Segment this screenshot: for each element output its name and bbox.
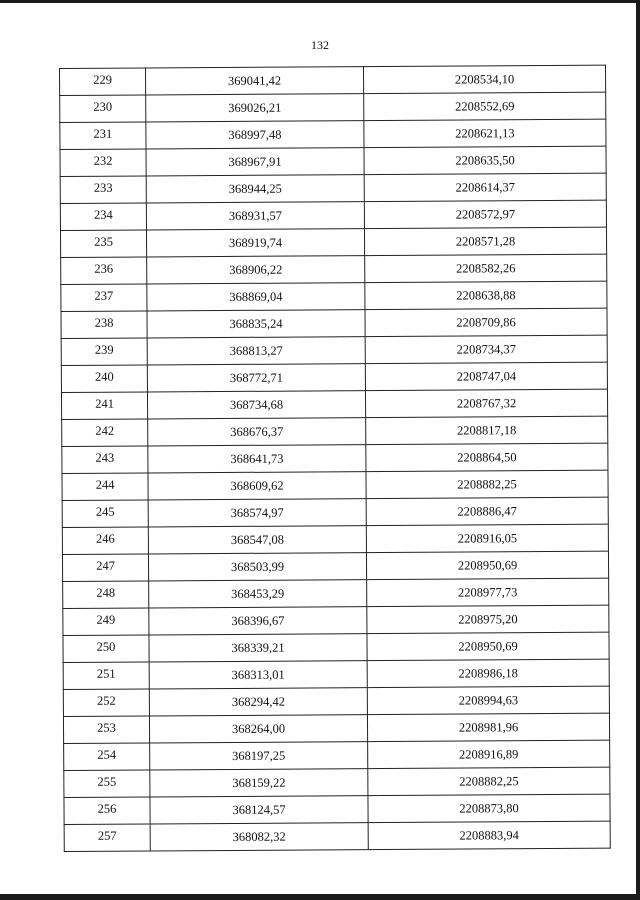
x-coordinate-cell: 368574,97 — [148, 499, 366, 527]
x-coordinate-cell: 368547,08 — [148, 526, 366, 554]
x-coordinate-cell: 368396,67 — [149, 607, 367, 635]
point-number-cell: 232 — [60, 149, 146, 177]
x-coordinate-cell: 368197,25 — [150, 742, 368, 770]
table-row — [62, 416, 608, 446]
y-coordinate-cell: 2208886,47 — [366, 497, 608, 525]
x-coordinate-cell: 368264,00 — [149, 715, 367, 743]
table-row — [61, 362, 607, 392]
point-number-cell: 254 — [64, 743, 150, 771]
point-number-cell: 233 — [60, 176, 146, 204]
point-number-cell: 257 — [64, 824, 150, 852]
x-coordinate-cell: 369026,21 — [146, 94, 364, 122]
point-number-cell: 246 — [62, 527, 148, 555]
point-number-cell: 231 — [60, 122, 146, 150]
point-number-cell: 247 — [62, 554, 148, 582]
table-row — [60, 200, 606, 230]
point-number-cell: 240 — [61, 365, 147, 393]
x-coordinate-cell: 368931,57 — [146, 202, 364, 230]
table-row — [60, 119, 606, 149]
point-number-cell: 245 — [62, 500, 148, 528]
y-coordinate-cell: 2208864,50 — [366, 443, 608, 471]
table-row — [63, 686, 609, 716]
x-coordinate-cell: 368124,57 — [150, 796, 368, 824]
y-coordinate-cell: 2208635,50 — [364, 146, 606, 174]
x-coordinate-cell: 368734,68 — [147, 391, 365, 419]
coordinates-table — [59, 65, 611, 852]
point-number-cell: 242 — [62, 419, 148, 447]
scan-edge-bottom — [0, 894, 640, 900]
y-coordinate-cell: 2208986,18 — [367, 659, 609, 687]
y-coordinate-cell: 2208709,86 — [365, 308, 607, 336]
point-number-cell: 243 — [62, 446, 148, 474]
y-coordinate-cell: 2208883,94 — [368, 821, 610, 849]
table-row — [64, 767, 610, 797]
y-coordinate-cell: 2208975,20 — [367, 605, 609, 633]
x-coordinate-cell: 368997,48 — [146, 121, 364, 149]
point-number-cell: 251 — [63, 662, 149, 690]
page-number: 132 — [311, 38, 329, 52]
y-coordinate-cell: 2208916,89 — [368, 740, 610, 768]
point-number-cell: 238 — [61, 311, 147, 339]
x-coordinate-cell: 368294,42 — [149, 688, 367, 716]
y-coordinate-cell: 2208571,28 — [364, 227, 606, 255]
x-coordinate-cell: 368339,21 — [149, 634, 367, 662]
table-row — [62, 443, 608, 473]
x-coordinate-cell: 368641,73 — [148, 445, 366, 473]
y-coordinate-cell: 2208638,88 — [365, 281, 607, 309]
scan-edge-right — [636, 0, 640, 900]
y-coordinate-cell: 2208621,13 — [364, 119, 606, 147]
y-coordinate-cell: 2208950,69 — [366, 551, 608, 579]
y-coordinate-cell: 2208817,18 — [366, 416, 608, 444]
x-coordinate-cell: 368676,37 — [148, 418, 366, 446]
x-coordinate-cell: 368967,91 — [146, 148, 364, 176]
y-coordinate-cell: 2208994,63 — [367, 686, 609, 714]
table-row — [63, 659, 609, 689]
y-coordinate-cell: 2208572,97 — [364, 200, 606, 228]
table-row — [64, 821, 610, 851]
point-number-cell: 235 — [60, 230, 146, 258]
x-coordinate-cell: 368813,27 — [147, 337, 365, 365]
table-row — [63, 632, 609, 662]
coordinates-table-wrapper — [59, 65, 610, 852]
table-row — [64, 740, 610, 770]
table-row — [61, 254, 607, 284]
y-coordinate-cell: 2208882,25 — [368, 767, 610, 795]
point-number-cell: 248 — [63, 581, 149, 609]
x-coordinate-cell: 368159,22 — [150, 769, 368, 797]
x-coordinate-cell: 369041,42 — [146, 67, 364, 95]
point-number-cell: 236 — [61, 257, 147, 285]
point-number-cell: 249 — [63, 608, 149, 636]
x-coordinate-cell: 368944,25 — [146, 175, 364, 203]
table-row — [62, 470, 608, 500]
coordinates-table-body — [60, 65, 611, 851]
x-coordinate-cell: 368503,99 — [148, 553, 366, 581]
y-coordinate-cell: 2208873,80 — [368, 794, 610, 822]
x-coordinate-cell: 368453,29 — [149, 580, 367, 608]
table-row — [62, 551, 608, 581]
table-row — [60, 227, 606, 257]
table-row — [64, 794, 610, 824]
y-coordinate-cell: 2208767,32 — [365, 389, 607, 417]
table-row — [63, 605, 609, 635]
y-coordinate-cell: 2208582,26 — [365, 254, 607, 282]
table-row — [63, 578, 609, 608]
point-number-cell: 234 — [60, 203, 146, 231]
table-row — [60, 65, 606, 95]
x-coordinate-cell: 368313,01 — [149, 661, 367, 689]
table-row — [61, 389, 607, 419]
point-number-cell: 230 — [60, 95, 146, 123]
table-row — [62, 524, 608, 554]
y-coordinate-cell: 2208882,25 — [366, 470, 608, 498]
y-coordinate-cell: 2208734,37 — [365, 335, 607, 363]
point-number-cell: 241 — [61, 392, 147, 420]
table-row — [61, 281, 607, 311]
y-coordinate-cell: 2208552,69 — [364, 92, 606, 120]
point-number-cell: 250 — [63, 635, 149, 663]
x-coordinate-cell: 368919,74 — [146, 229, 364, 257]
table-row — [60, 146, 606, 176]
table-row — [62, 497, 608, 527]
x-coordinate-cell: 368772,71 — [147, 364, 365, 392]
x-coordinate-cell: 368082,32 — [150, 823, 368, 851]
y-coordinate-cell: 2208916,05 — [366, 524, 608, 552]
table-row — [61, 308, 607, 338]
x-coordinate-cell: 368906,22 — [147, 256, 365, 284]
point-number-cell: 253 — [63, 716, 149, 744]
y-coordinate-cell: 2208534,10 — [363, 65, 605, 93]
y-coordinate-cell: 2208981,96 — [367, 713, 609, 741]
table-row — [60, 173, 606, 203]
point-number-cell: 244 — [62, 473, 148, 501]
y-coordinate-cell: 2208977,73 — [367, 578, 609, 606]
point-number-cell: 237 — [61, 284, 147, 312]
x-coordinate-cell: 368835,24 — [147, 310, 365, 338]
point-number-cell: 255 — [64, 770, 150, 798]
point-number-cell: 239 — [61, 338, 147, 366]
table-row — [60, 92, 606, 122]
y-coordinate-cell: 2208747,04 — [365, 362, 607, 390]
y-coordinate-cell: 2208950,69 — [367, 632, 609, 660]
x-coordinate-cell: 368609,62 — [148, 472, 366, 500]
x-coordinate-cell: 368869,04 — [147, 283, 365, 311]
point-number-cell: 252 — [63, 689, 149, 717]
point-number-cell: 256 — [64, 797, 150, 825]
y-coordinate-cell: 2208614,37 — [364, 173, 606, 201]
table-row — [61, 335, 607, 365]
table-row — [63, 713, 609, 743]
point-number-cell: 229 — [60, 68, 146, 96]
scan-edge-top — [0, 0, 640, 3]
